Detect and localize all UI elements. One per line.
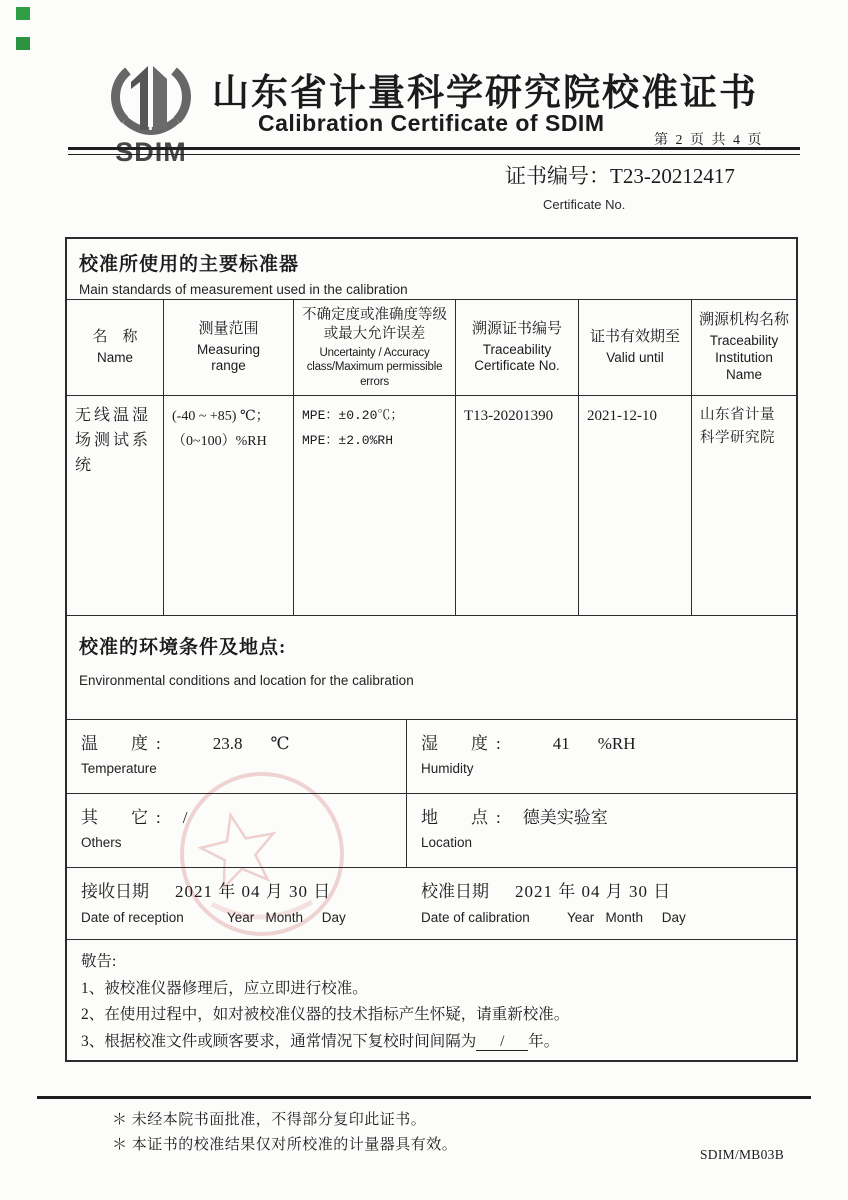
location-field	[407, 794, 796, 867]
certificate-body	[65, 237, 798, 1062]
location-label-en: Location	[421, 835, 473, 850]
mpe-line1: MPE：±0.20℃；	[302, 408, 404, 423]
range-line1: (-40 ~ +85) ℃；	[172, 409, 270, 424]
environment-section-header	[67, 616, 796, 720]
valid-until-cell: 2021-12-10	[579, 396, 692, 615]
calibration-label-en: Date of calibration	[421, 910, 530, 925]
reception-label-en: Date of reception	[81, 910, 184, 925]
others-label-cn: 其 它:	[81, 808, 169, 827]
calibration-date-value: 2021 年 04 月 30 日	[515, 882, 672, 901]
notice-item-3-suffix: 年。	[528, 1032, 560, 1050]
temperature-label-cn: 温 度:	[81, 734, 169, 753]
scan-color-mark-1	[16, 7, 30, 20]
others-value: /	[182, 808, 188, 827]
scan-color-mark-2	[16, 37, 30, 50]
trace-cert-no-cell: T13-20201390	[456, 396, 579, 615]
standard-name-cell: 无线温湿场测试系统	[67, 396, 164, 615]
col-header-institution	[692, 300, 796, 395]
temperature-unit: ℃	[270, 734, 290, 753]
dates-row	[67, 868, 796, 940]
location-value: 德美实验室	[522, 808, 608, 827]
col-trace-cert-cn: 溯源证书编号	[471, 320, 562, 337]
reception-label-cn: 接收日期	[81, 882, 149, 901]
col-trace-cert-en: Traceability Certificate No.	[474, 341, 560, 374]
footer-note-2: ＊ 本证书的校准结果仅对所校准的计量器具有效。	[112, 1137, 458, 1153]
reception-date-field	[67, 868, 407, 939]
temp-humidity-row	[67, 720, 796, 794]
standards-title-cn: 校准所使用的主要标准器	[79, 254, 300, 275]
col-range-en: Measuring range	[196, 341, 261, 374]
notice-item-3-blank: /	[476, 1033, 528, 1051]
calibration-date-field	[407, 868, 796, 939]
mpe-line2: MPE：±2.0%RH	[302, 432, 394, 448]
document-code: SDIM/MB03B	[700, 1147, 785, 1162]
standards-table-header	[67, 300, 796, 396]
col-header-valid-until	[579, 300, 692, 395]
calibration-units-en: Year Month Day	[567, 910, 686, 925]
range-line2: （0~100）%RH	[172, 434, 267, 450]
others-label-en: Others	[81, 835, 122, 850]
col-header-uncertainty	[294, 300, 456, 395]
temperature-label-en: Temperature	[81, 761, 157, 776]
sdim-logo-text: SDIM	[115, 137, 187, 167]
certificate-number-line	[505, 160, 735, 190]
col-range-cn: 测量范围	[198, 320, 259, 337]
humidity-field	[407, 720, 796, 793]
col-name-en: Name	[96, 349, 133, 365]
others-field	[67, 794, 407, 867]
environment-title-cn: 校准的环境条件及地点:	[79, 637, 287, 658]
col-valid-until-cn: 证书有效期至	[589, 329, 680, 346]
humidity-label-cn: 湿 度:	[421, 734, 509, 753]
notice-section	[67, 940, 796, 1065]
humidity-unit: %RH	[597, 734, 636, 753]
temperature-value: 23.8	[212, 734, 243, 753]
institution-cell: 山东省计量科学研究院	[700, 407, 775, 447]
col-institution-cn: 溯源机构名称	[698, 312, 789, 329]
certificate-number-label-en: Certificate No.	[543, 197, 626, 212]
footer-note-1: ＊ 未经本院书面批准，不得部分复印此证书。	[112, 1112, 427, 1128]
notice-item-2: 2、在使用过程中，如对被校准仪器的技术指标产生怀疑，请重新校准。	[81, 1006, 570, 1024]
standards-title-en: Main standards of measurement used in the calibration	[79, 282, 408, 297]
standards-table-row	[67, 396, 796, 616]
footer-divider	[37, 1096, 811, 1099]
col-institution-en: Traceability Institution Name	[709, 333, 779, 382]
col-name-cn: 名 称	[92, 329, 138, 346]
temperature-field	[67, 720, 407, 793]
notice-item-3	[81, 1029, 782, 1056]
notice-item-1: 1、被校准仪器修理后，应立即进行校准。	[81, 979, 368, 997]
others-location-row	[67, 794, 796, 868]
col-valid-until-en: Valid until	[606, 349, 664, 365]
col-uncertainty-cn: 不确定度或准确度等级或最大允许误差	[302, 306, 447, 342]
notice-item-3-prefix: 3、根据校准文件或顾客要求，通常情况下复校时间间隔为	[81, 1032, 477, 1050]
header-divider	[68, 147, 800, 155]
col-header-name	[67, 300, 164, 395]
page-title-en: Calibration Certificate of SDIM	[258, 110, 605, 136]
col-header-trace-cert	[456, 300, 579, 395]
col-header-range	[164, 300, 294, 395]
col-uncertainty-en: Uncertainty / Accuracy class/Maximum permissible errors	[306, 347, 443, 388]
reception-date-value: 2021 年 04 月 30 日	[175, 882, 332, 901]
page-title: 山东省计量科学研究院校准证书	[212, 73, 758, 114]
standards-section-header	[67, 239, 796, 300]
page-number: 第 2 页 共 4 页	[654, 133, 764, 148]
certificate-number-value: T23-20212417	[610, 164, 735, 188]
environment-title-en: Environmental conditions and location for the calibration	[79, 673, 414, 688]
location-label-cn: 地 点:	[421, 808, 509, 827]
notice-title: 敬告:	[81, 953, 117, 970]
humidity-value: 41	[552, 734, 570, 753]
certificate-number-label: 证书编号：	[505, 164, 610, 188]
humidity-label-en: Humidity	[421, 761, 474, 776]
measuring-range-cell	[164, 396, 294, 615]
reception-units-en: Year Month Day	[227, 910, 346, 925]
mpe-cell	[294, 396, 456, 615]
calibration-label-cn: 校准日期	[421, 882, 489, 901]
